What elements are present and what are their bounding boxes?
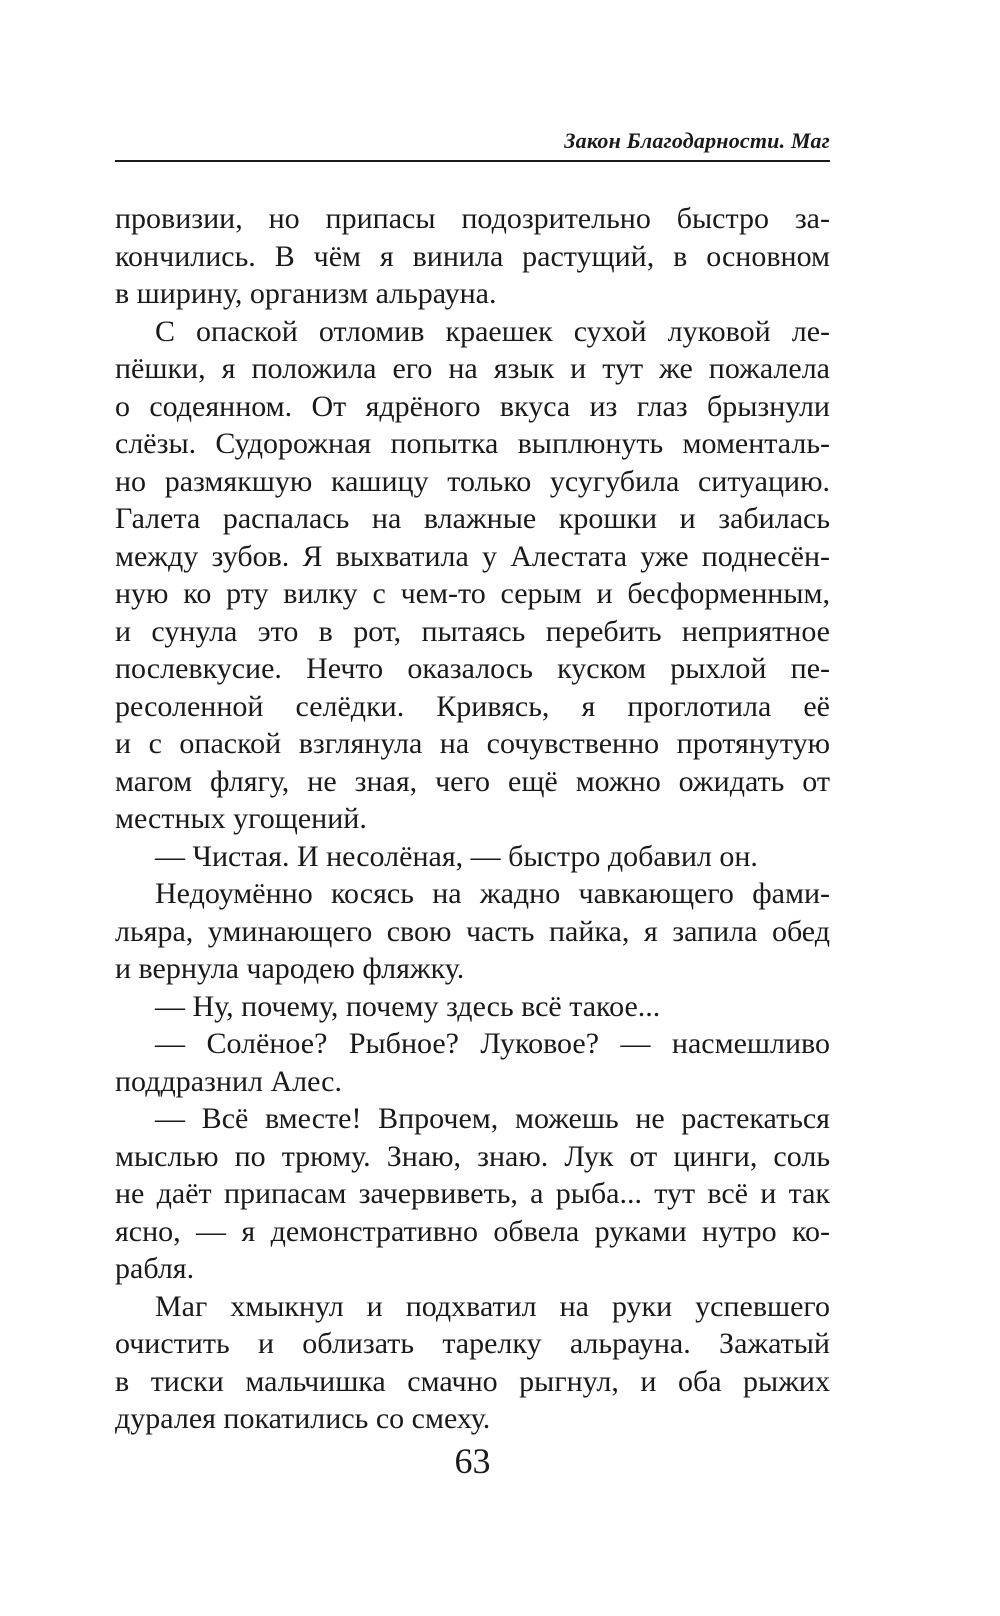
body-text — [115, 200, 830, 1438]
text-line: в тиски мальчишка смачно рыгнул, и оба рыжих — [115, 1364, 830, 1398]
text-line: слёзы. Судорожная попытка выплюнуть моменталь- — [115, 427, 830, 460]
text-line: но размякшую кашицу только усугубила ситуацию. — [115, 464, 830, 498]
text-line: и вернула чародею фляжку. — [115, 952, 465, 985]
text-line: о содеянном. От ядрёного вкуса из глаз брызнули — [115, 389, 830, 423]
text-line: Недоумённо косясь на жадно чавкающего фами- — [155, 877, 830, 910]
text-line: ресоленной селёдки. Кривясь, я проглотила её — [115, 689, 830, 723]
text-line: и с опаской взглянула на сочувственно протянутую — [115, 727, 830, 760]
text-line: не даёт припасам зачервиветь, а рыба... тут всё и так — [115, 1177, 830, 1210]
text-line: — Всё вместе! Впрочем, можешь не растекаться — [155, 1102, 830, 1135]
text-line: послевкусие. Нечто оказалось куском рыхлой пе- — [115, 652, 830, 685]
text-line: льяра, уминающего свою часть пайка, я запила обед — [115, 914, 830, 948]
text-line: провизии, но припасы подозрительно быстро за- — [115, 202, 830, 235]
text-line: дуралея покатились со смеху. — [115, 1402, 491, 1435]
text-line: Галета распалась на влажные крошки и забилась — [115, 502, 830, 535]
text-line: пёшки, я положила его на язык и тут же пожалела — [115, 352, 830, 385]
text-line: кончились. В чём я винила растущий, в основном — [115, 239, 830, 273]
text-line: ясно, — я демонстративно обвела руками нутро ко- — [115, 1214, 830, 1248]
text-line: и сунула это в рот, пытаясь перебить неприятное — [115, 614, 830, 648]
text-line: местных угощений. — [115, 802, 367, 835]
text-line: — Солёное? Рыбное? Луковое? — насмешливо — [155, 1027, 830, 1060]
text-line: в ширину, организм альрауна. — [115, 277, 497, 310]
text-line: Маг хмыкнул и подхватил на руки успевшего — [155, 1289, 830, 1323]
header-rule — [115, 160, 830, 162]
text-line: С опаской отломив краешек сухой луковой ле- — [155, 314, 830, 348]
text-line: магом флягу, не зная, чего ещё можно ожидать от — [115, 764, 830, 798]
text-line: очистить и облизать тарелку альрауна. Зажатый — [115, 1327, 830, 1360]
text-line: мыслью по трюму. Знаю, знаю. Лук от цинги, соль — [115, 1139, 830, 1173]
page-number: 63 — [454, 1441, 491, 1481]
text-line: между зубов. Я выхватила у Алестата уже поднесён- — [115, 539, 830, 573]
text-line: ную ко рту вилку с чем-то серым и бесформенным, — [115, 577, 830, 610]
text-line: — Ну, почему, почему здесь всё такое... — [155, 989, 661, 1023]
running-head: Закон Благодарности. Маг — [564, 128, 830, 153]
text-line: поддразнил Алес. — [115, 1064, 342, 1098]
text-line: рабля. — [115, 1252, 195, 1285]
text-line: — Чистая. И несолёная, — быстро добавил он. — [155, 839, 758, 873]
